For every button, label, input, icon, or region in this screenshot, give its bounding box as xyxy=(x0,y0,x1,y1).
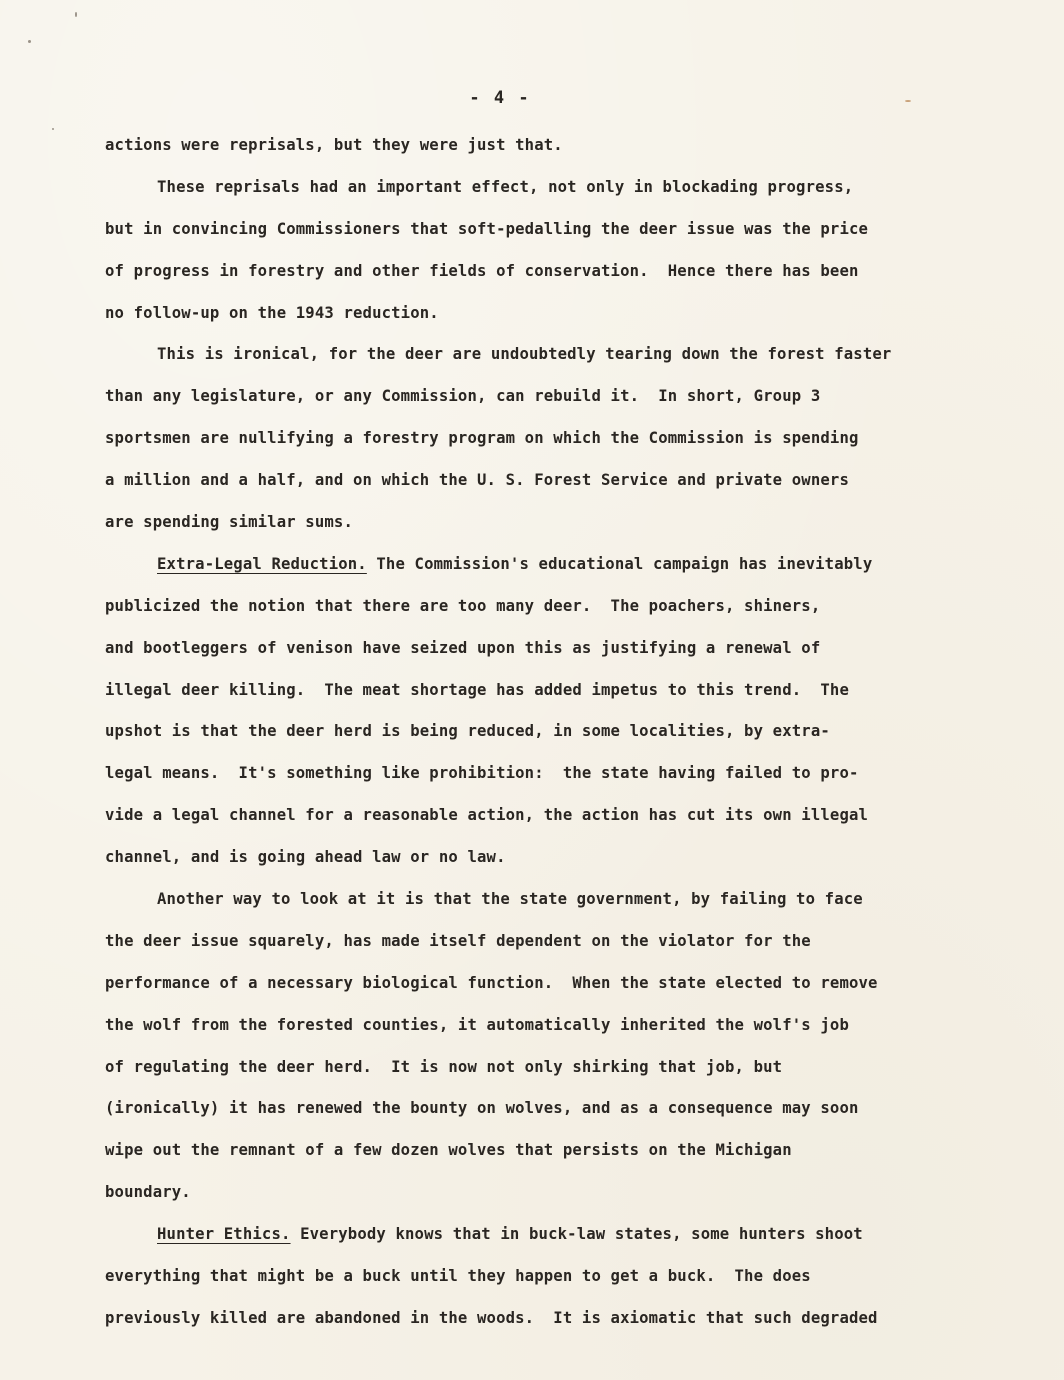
line-text: This is ironical, for the deer are undoubtedly tearing down the forest faster xyxy=(157,345,892,364)
line-text: are spending similar sums. xyxy=(105,513,353,532)
line-text: performance of a necessary biological function. When the state elected to remove xyxy=(105,973,878,992)
line-text: actions were reprisals, but they were just that. xyxy=(105,136,563,154)
text-line xyxy=(105,423,975,465)
line-text: wipe out the remnant of a few dozen wolves that persists on the Michigan xyxy=(105,1141,792,1160)
line-text: Another way to look at it is that the state government, by failing to face xyxy=(157,890,863,909)
line-text: (ironically) it has renewed the bounty on wolves, and as a consequence may soon xyxy=(105,1099,859,1118)
section-heading: Hunter Ethics. xyxy=(157,1225,291,1244)
text-line xyxy=(105,926,975,968)
text-line xyxy=(105,256,975,298)
text-line xyxy=(105,549,975,591)
text-line xyxy=(105,884,975,926)
line-text: sportsmen are nullifying a forestry program on which the Commission is spending xyxy=(105,429,859,448)
line-text: previously killed are abandoned in the woods. It is axiomatic that such degraded xyxy=(105,1308,878,1327)
line-text: These reprisals had an important effect, not only in blockading progress, xyxy=(157,177,854,196)
text-line xyxy=(105,1052,975,1094)
line-text: channel, and is going ahead law or no law. xyxy=(105,848,506,867)
text-line xyxy=(105,1219,975,1261)
text-line xyxy=(105,1177,975,1219)
text-line xyxy=(105,800,975,842)
text-line xyxy=(105,1093,975,1135)
text-line xyxy=(105,968,975,1010)
text-line xyxy=(105,1010,975,1052)
line-text: a million and a half, and on which the U. S. Forest Service and private owners xyxy=(105,471,849,490)
line-text: Everybody knows that in buck-law states, some hunters shoot xyxy=(290,1225,863,1244)
line-text: The Commission's educational campaign has inevitably xyxy=(366,554,873,573)
text-line xyxy=(105,1261,975,1303)
section-heading: Extra-Legal Reduction. xyxy=(157,554,367,573)
text-line xyxy=(105,214,975,256)
page-number: - 4 - xyxy=(469,88,531,108)
text-line xyxy=(105,1303,975,1345)
text-line xyxy=(105,298,975,340)
line-text: of regulating the deer herd. It is now not only shirking that job, but xyxy=(105,1057,783,1076)
text-line xyxy=(105,507,975,549)
line-text: of progress in forestry and other fields of conservation. Hence there has been xyxy=(105,261,859,280)
line-text: illegal deer killing. The meat shortage has added impetus to this trend. The xyxy=(105,680,849,699)
text-line xyxy=(105,675,975,717)
line-text: vide a legal channel for a reasonable action, the action has cut its own illegal xyxy=(105,806,869,825)
line-text: boundary. xyxy=(105,1183,191,1202)
paper-speck xyxy=(28,40,31,43)
text-line xyxy=(105,633,975,675)
line-text: no follow-up on the 1943 reduction. xyxy=(105,303,439,322)
line-text: the wolf from the forested counties, it automatically inherited the wolf's job xyxy=(105,1015,849,1034)
text-line xyxy=(105,758,975,800)
line-text: and bootleggers of venison have seized upon this as justifying a renewal of xyxy=(105,638,821,657)
text-line xyxy=(105,1135,975,1177)
paper-speck xyxy=(75,12,77,17)
line-text: legal means. It's something like prohibition: the state having failed to pro- xyxy=(105,764,859,783)
text-line xyxy=(105,842,975,884)
text-line xyxy=(105,716,975,758)
paper-speck xyxy=(52,128,54,130)
text-line xyxy=(105,339,975,381)
text-line xyxy=(105,591,975,633)
body-text xyxy=(105,130,975,1345)
text-line xyxy=(105,381,975,423)
text-line xyxy=(105,465,975,507)
line-text: publicized the notion that there are too many deer. The poachers, shiners, xyxy=(105,596,821,615)
line-text: but in convincing Commissioners that soft-pedalling the deer issue was the price xyxy=(105,219,869,238)
line-text: than any legislature, or any Commission, can rebuild it. In short, Group 3 xyxy=(105,387,821,406)
line-text: everything that might be a buck until they happen to get a buck. The does xyxy=(105,1267,811,1286)
line-text: upshot is that the deer herd is being reduced, in some localities, by extra- xyxy=(105,722,830,741)
text-line xyxy=(105,130,975,172)
line-text: the deer issue squarely, has made itself dependent on the violator for the xyxy=(105,931,811,950)
text-line xyxy=(105,172,975,214)
